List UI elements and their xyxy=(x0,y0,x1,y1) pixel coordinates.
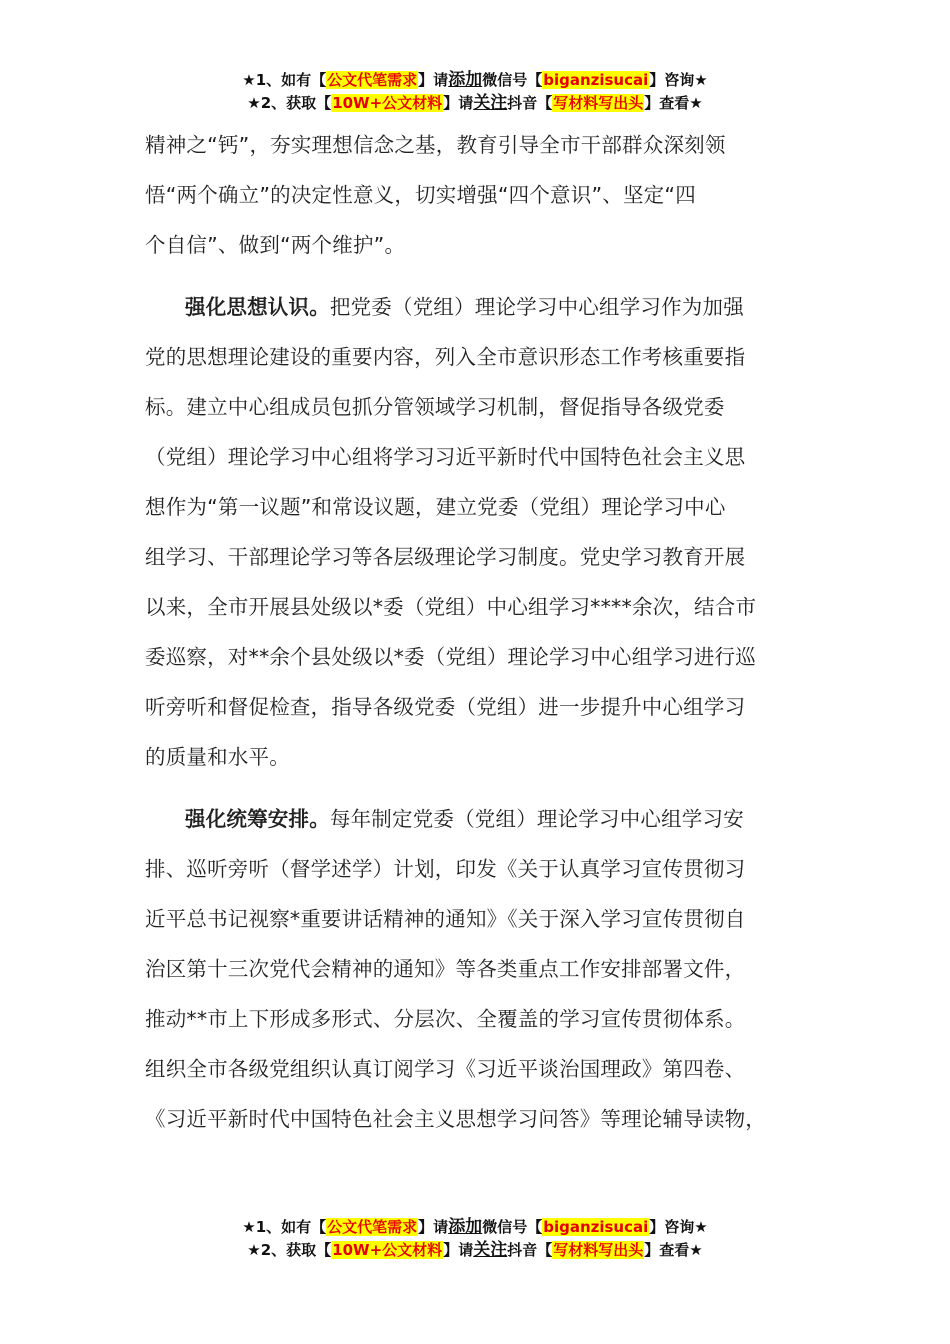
paragraph-line: 想作为“第一议题”和常设议题，建立党委（党组）理论学习中心 xyxy=(145,495,726,519)
header-line-1-text: 】请 xyxy=(418,71,449,89)
footer-line-1-suffix: 】咨询★ xyxy=(649,1218,708,1236)
ghostwriting-service-highlight: 公文代笔需求 xyxy=(327,71,418,89)
douyin-account-highlight: 写材料写出头 xyxy=(553,94,644,112)
paragraph-strengthen-thinking xyxy=(145,282,835,782)
header-line-2-text: 】请 xyxy=(443,94,474,112)
paragraph-strengthen-coordination xyxy=(145,794,835,1144)
paragraph-line: 委巡察，对**余个县处级以*委（党组）理论学习中心组学习进行巡 xyxy=(145,645,756,669)
footer-line-1-text-2: 微信号【 xyxy=(482,1218,543,1236)
paragraph-line: 悟“两个确立”的决定性意义，切实增强“四个意识”、坚定“四 xyxy=(145,183,696,207)
wechat-id-highlight: biganzisucai xyxy=(543,1218,649,1236)
header-line-1-prefix: ★1、如有【 xyxy=(242,71,327,89)
footer-line-2-prefix: ★2、获取【 xyxy=(247,1241,332,1259)
header-line-2-text-2: 抖音【 xyxy=(507,94,553,112)
header-line-2 xyxy=(0,92,950,115)
ghostwriting-service-highlight: 公文代笔需求 xyxy=(327,1218,418,1236)
paragraph-1 xyxy=(145,120,835,270)
footer-line-2-text: 】请 xyxy=(443,1241,474,1259)
paragraph-first-line-text: 把党委（党组）理论学习中心组学习作为加强 xyxy=(329,295,744,319)
header-line-2-suffix: 】查看★ xyxy=(644,94,703,112)
paragraph-line: 精神之“钙”，夯实理想信念之基，教育引导全市干部群众深刻领 xyxy=(145,133,726,157)
follow-emphasis: 关注 xyxy=(473,93,508,113)
follow-emphasis: 关注 xyxy=(473,1240,508,1260)
add-emphasis: 添加 xyxy=(448,1217,483,1237)
header-line-2-prefix: ★2、获取【 xyxy=(247,94,332,112)
paragraph-line: 个自信”、做到“两个维护”。 xyxy=(145,233,406,257)
footer-line-1 xyxy=(0,1216,950,1239)
paragraph-line: 组学习、干部理论学习等各层级理论学习制度。党史学习教育开展 xyxy=(145,545,746,569)
paragraph-first-line xyxy=(145,794,835,844)
footer-line-2-suffix: 】查看★ xyxy=(644,1241,703,1259)
header-banner xyxy=(0,69,950,115)
paragraph-line: 治区第十三次党代会精神的通知》等各类重点工作安排部署文件， xyxy=(145,957,746,981)
wechat-id-highlight: biganzisucai xyxy=(543,71,649,89)
douyin-account-highlight: 写材料写出头 xyxy=(553,1241,644,1259)
paragraph-line: 近平总书记视察*重要讲话精神的通知》《关于深入学习宣传贯彻自 xyxy=(145,907,746,931)
document-body xyxy=(145,120,835,1156)
paragraph-line: 以来，全市开展县处级以*委（党组）中心组学习****余次，结合市 xyxy=(145,595,757,619)
footer-line-2 xyxy=(0,1239,950,1262)
footer-banner xyxy=(0,1216,950,1262)
paragraph-line: 推动**市上下形成多形式、分层次、全覆盖的学习宣传贯彻体系。 xyxy=(145,1007,746,1031)
footer-line-1-prefix: ★1、如有【 xyxy=(242,1218,327,1236)
footer-line-2-text-2: 抖音【 xyxy=(507,1241,553,1259)
paragraph-line: 听旁听和督促检查，指导各级党委（党组）进一步提升中心组学习 xyxy=(145,695,746,719)
footer-line-1-text: 】请 xyxy=(418,1218,449,1236)
add-emphasis: 添加 xyxy=(448,70,483,90)
paragraph-line: 标。建立中心组成员包抓分管领域学习机制，督促指导各级党委 xyxy=(145,395,725,419)
materials-highlight: 10W+公文材料 xyxy=(332,94,443,112)
header-line-1-text-2: 微信号【 xyxy=(482,71,543,89)
paragraph-first-line-text: 每年制定党委（党组）理论学习中心组学习安 xyxy=(329,807,744,831)
paragraph-line: 组织全市各级党组织认真订阅学习《习近平谈治国理政》第四卷、 xyxy=(145,1057,746,1081)
paragraph-line: 《习近平新时代中国特色社会主义思想学习问答》等理论辅导读物， xyxy=(145,1107,766,1131)
materials-highlight: 10W+公文材料 xyxy=(332,1241,443,1259)
header-line-1-suffix: 】咨询★ xyxy=(649,71,708,89)
paragraph-heading: 强化统筹安排。 xyxy=(185,807,330,831)
paragraph-heading: 强化思想认识。 xyxy=(185,295,330,319)
paragraph-line: 的质量和水平。 xyxy=(145,745,290,769)
paragraph-line: （党组）理论学习中心组将学习习近平新时代中国特色社会主义思 xyxy=(145,445,746,469)
header-line-1 xyxy=(0,69,950,92)
paragraph-line: 党的思想理论建设的重要内容，列入全市意识形态工作考核重要指 xyxy=(145,345,746,369)
paragraph-first-line xyxy=(145,282,835,332)
paragraph-line: 排、巡听旁听（督学述学）计划，印发《关于认真学习宣传贯彻习 xyxy=(145,857,746,881)
